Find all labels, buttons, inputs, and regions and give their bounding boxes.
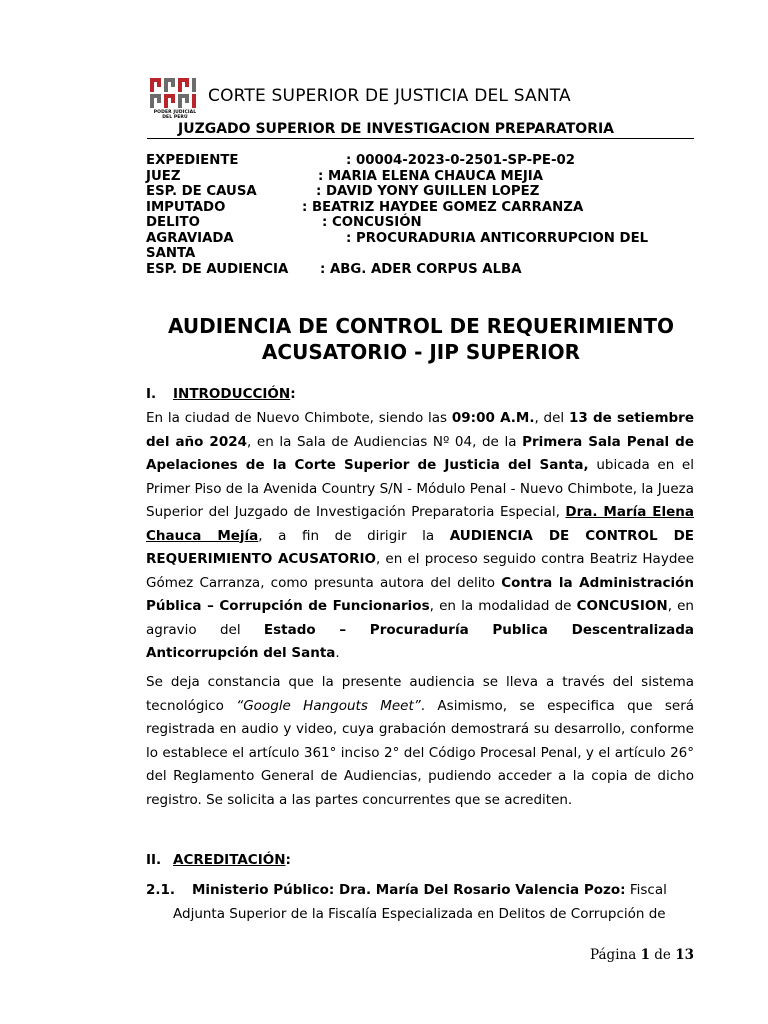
case-info-label: IMPUTADO [146, 199, 226, 215]
text-run: , en la Sala de Audiencias Nº 04, de la [247, 433, 523, 450]
logo-caption [148, 110, 202, 120]
text-run: . [335, 645, 340, 661]
item-number: 2.1. [146, 882, 176, 898]
platform-name: “Google Hangouts Meet” [236, 697, 421, 714]
case-info-value: : 00004-2023-0-2501-SP-PE-02 [346, 153, 576, 168]
section-heading-introduccion [146, 386, 296, 402]
section-title: INTRODUCCIÓN [173, 386, 291, 402]
hearing-time: 09:00 A.M. [451, 410, 535, 426]
case-info-label: DELITO [146, 215, 200, 230]
judge-name: Dra. María Elena Chauca Mejía [146, 504, 694, 544]
section-number: II. [146, 852, 162, 868]
section-title: ACREDITACIÓN [173, 852, 286, 868]
case-info-value: : MARIA ELENA CHAUCA MEJIA [318, 168, 544, 184]
case-info-value: : ABG. ADER CORPUS ALBA [320, 261, 522, 277]
logo-caption-line2: DEL PERÚ [162, 115, 188, 120]
text-run: , en el proceso seguido contra Beatriz Haydee Gómez Carranza, como presunta autora del delito [146, 551, 694, 591]
case-info-value: : PROCURADURIA ANTICORRUPCION DEL [346, 230, 649, 246]
prosecutor-name: Ministerio Público: Dra. María Del Rosario Valencia Pozo: [192, 882, 626, 898]
header-divider [147, 138, 694, 139]
case-info-label: AGRAVIADA [146, 230, 234, 246]
total-pages: 13 [675, 947, 694, 963]
text-run: , a fin de dirigir la [258, 527, 450, 544]
case-info-label: EXPEDIENTE [146, 153, 239, 168]
text-run: . Asimismo, se especifica que será registrada en audio y video, cuya grabación demostrará su desarrollo, conforme lo establece el artículo 361° inciso 2° del Código Procesal Penal, y el artículo 26° del Reglamento General de Audiencias, pudiendo acceder a la copia de dicho registro. Se solicita a las partes concurrentes que se acrediten. [146, 697, 695, 808]
case-info-value-continuation: SANTA [146, 246, 196, 261]
juzgado-title: JUZGADO SUPERIOR DE INVESTIGACION PREPARATORIA [178, 121, 615, 137]
hearing-title [146, 313, 696, 365]
logo-caption-line1: PODER JUDICIAL [153, 110, 197, 115]
section-colon: : [290, 386, 296, 402]
case-info-row [146, 184, 696, 200]
hearing-type: AUDIENCIA DE CONTROL DE REQUERIMIENTO ACUSATORIO [146, 527, 694, 567]
case-info-row [146, 215, 696, 231]
case-info-row [146, 200, 696, 216]
court-chamber: Primera Sala Penal de Apelaciones de la Corte Superior de Justicia del Santa, [146, 433, 694, 473]
page-number-footer [590, 947, 694, 963]
section-heading-acreditacion [146, 852, 291, 868]
section-colon: : [285, 852, 291, 868]
case-info-label: ESP. DE CAUSA [146, 184, 257, 199]
text-run: , en la modalidad de [429, 598, 577, 614]
text-run: En la ciudad de Nuevo Chimbote, siendo las [146, 410, 452, 426]
text-run: , del [534, 410, 569, 426]
section-number: I. [146, 386, 157, 402]
hearing-date: 13 de setiembre del año 2024 [146, 410, 695, 450]
recording-notice-paragraph [146, 671, 694, 812]
case-info-label: ESP. DE AUDIENCIA [146, 261, 289, 277]
of-word: de [654, 947, 671, 963]
aggrieved-party: Estado – Procuraduría Publica Descentralizada Anticorrupción del Santa [146, 621, 695, 661]
text-run: ubicada en el Primer Piso de la Avenida Country S/N - Módulo Penal - Nuevo Chimbote, la Jueza Superior del Juzgado de Investigación Preparatoria Especial, [146, 457, 694, 520]
introduction-paragraph [146, 407, 694, 666]
hearing-title-line2: ACUSATORIO - JIP SUPERIOR [261, 340, 581, 364]
text-run-continuation: Adjunta Superior de la Fiscalía Especializada en Delitos de Corrupción de [173, 905, 666, 922]
text-run: Fiscal [625, 882, 667, 898]
court-title: CORTE SUPERIOR DE JUSTICIA DEL SANTA [208, 86, 571, 106]
poder-judicial-emblem-icon [148, 76, 198, 110]
accreditation-item [146, 879, 694, 926]
case-info-row [146, 231, 696, 262]
case-info-block [146, 153, 696, 277]
page-word: Página [590, 947, 637, 963]
case-info-value: : CONCUSIÓN [322, 215, 422, 230]
case-info-row [146, 169, 696, 185]
crime-description: Contra la Administración Pública – Corrupción de Funcionarios [146, 574, 694, 614]
current-page: 1 [640, 947, 650, 963]
crime-modality: CONCUSION [576, 598, 668, 614]
case-info-value: : DAVID YONY GUILLEN LOPEZ [316, 184, 540, 199]
hearing-title-line1: AUDIENCIA DE CONTROL DE REQUERIMIENTO [168, 314, 674, 338]
case-info-row [146, 153, 696, 169]
text-run: Se deja constancia que la presente audiencia se lleva a través del sistema tecnológico [146, 674, 694, 714]
case-info-row [146, 262, 696, 278]
poder-judicial-logo [148, 76, 198, 124]
case-info-value: : BEATRIZ HAYDEE GOMEZ CARRANZA [302, 199, 584, 215]
case-info-label: JUEZ [146, 168, 181, 184]
text-run: , en agravio del [146, 598, 694, 638]
